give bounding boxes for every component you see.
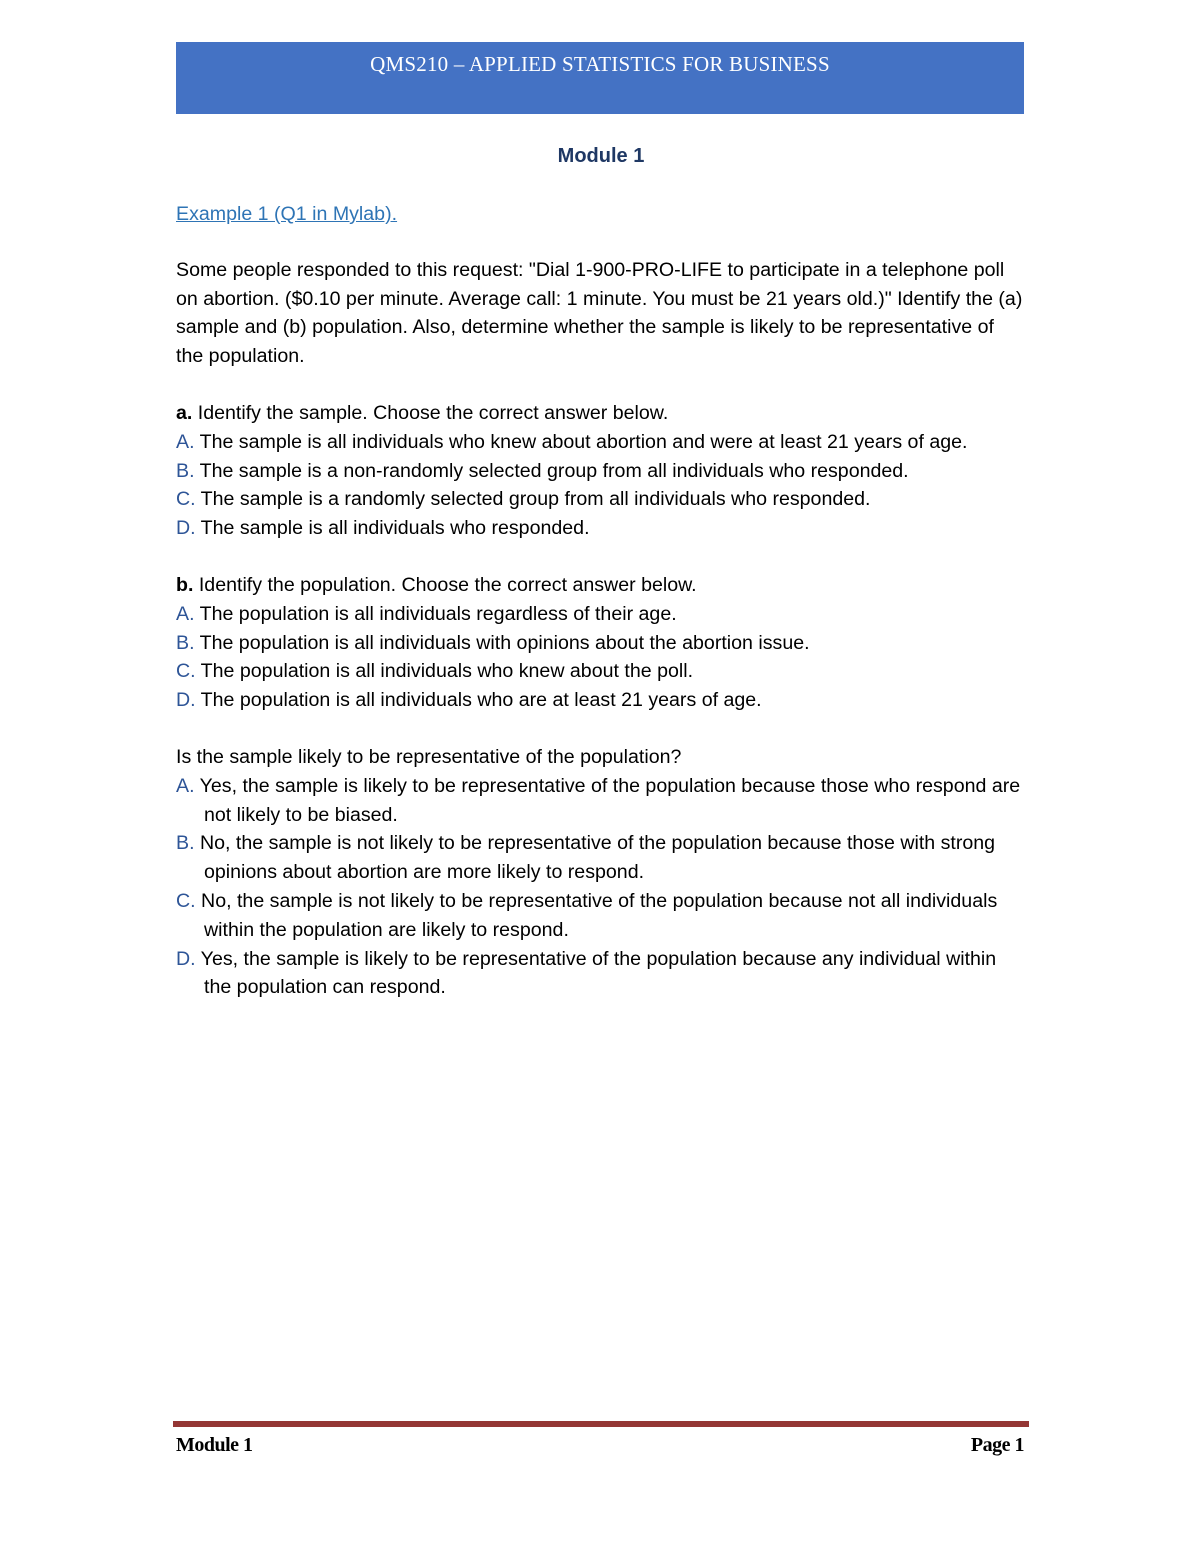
part-a-question [176, 399, 1026, 428]
document-body [176, 140, 1026, 1002]
option-letter: D. [176, 517, 196, 540]
option-letter: A. [176, 774, 195, 797]
module-title: Module 1 [557, 145, 645, 167]
header-bar [176, 42, 1024, 114]
option-letter: C. [176, 488, 196, 511]
option-text: No, the sample is not likely to be representative of the population because those with strong opinions about abortion are more likely to respond. [194, 832, 996, 884]
option-text: Yes, the sample is likely to be representative of the population because those who respond are not likely to be biased. [194, 774, 1021, 826]
part-b-question [176, 571, 1026, 600]
part-a-option-c [176, 485, 1026, 514]
part-b-question-text: Identify the population. Choose the correct answer below. [193, 573, 697, 596]
part-c-option-a [176, 772, 1026, 830]
footer-page-number: Page 1 [970, 1434, 1024, 1456]
option-text: The sample is all individuals who responded. [195, 517, 590, 540]
part-b-label: b. [176, 573, 194, 596]
option-text: The sample is a randomly selected group from all individuals who responded. [195, 488, 871, 511]
part-b-option-b [176, 629, 1026, 658]
part-a-option-d [176, 514, 1026, 543]
option-text: The population is all individuals with opinions about the abortion issue. [194, 631, 810, 654]
option-letter: C. [176, 660, 196, 683]
part-a-label: a. [176, 401, 193, 424]
option-letter: C. [176, 889, 196, 912]
part-c-question: Is the sample likely to be representative of the population? [176, 745, 682, 768]
option-text: Yes, the sample is likely to be representative of the population because any individual within the population can respond. [195, 947, 997, 999]
option-letter: A. [176, 430, 195, 453]
option-text: The population is all individuals who are at least 21 years of age. [195, 689, 762, 712]
option-letter: D. [176, 947, 196, 970]
option-letter: B. [176, 631, 195, 654]
part-a [176, 399, 1026, 543]
example-title-link[interactable]: Example 1 (Q1 in Mylab). [176, 203, 398, 225]
option-text: The population is all individuals regardless of their age. [194, 602, 677, 625]
option-text: The population is all individuals who knew about the poll. [195, 660, 694, 683]
footer-divider [173, 1421, 1029, 1427]
option-letter: B. [176, 832, 195, 855]
option-letter: A. [176, 602, 195, 625]
part-c-option-d [176, 945, 1026, 1003]
part-a-option-a [176, 428, 1026, 457]
part-b [176, 571, 1026, 715]
part-a-question-text: Identify the sample. Choose the correct answer below. [192, 401, 669, 424]
option-text: The sample is all individuals who knew about abortion and were at least 21 years of age. [194, 430, 968, 453]
option-text: The sample is a non-randomly selected group from all individuals who responded. [194, 459, 909, 482]
part-c-option-c [176, 887, 1026, 945]
part-b-option-d [176, 686, 1026, 715]
option-text: No, the sample is not likely to be representative of the population because not all individuals within the population are likely to respond. [195, 889, 998, 941]
intro-paragraph: Some people responded to this request: "Dial 1-900-PRO-LIFE to participate in a telephone poll on abortion. ($0.10 per minute. Average call: 1 minute. You must be 21 years old.)" Identify the (a) sample and (b) population. Also, determine whether the sample is likely to be representative of the population. [176, 258, 1023, 368]
part-c [176, 743, 1026, 1002]
header-title: QMS210 – APPLIED STATISTICS FOR BUSINESS [370, 52, 830, 76]
footer-module-label: Module 1 [176, 1434, 253, 1456]
option-letter: B. [176, 459, 195, 482]
option-letter: D. [176, 689, 196, 712]
part-b-option-a [176, 600, 1026, 629]
part-b-option-c [176, 657, 1026, 686]
part-a-option-b [176, 457, 1026, 486]
part-c-option-b [176, 829, 1026, 887]
